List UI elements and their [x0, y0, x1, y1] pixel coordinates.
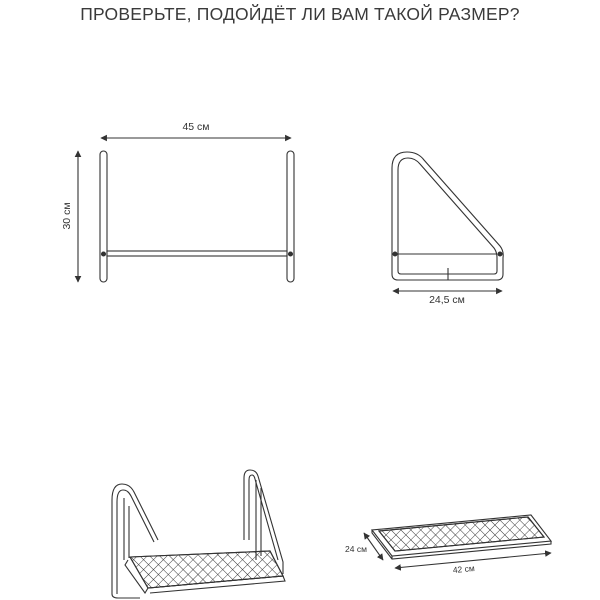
- page-title: ПРОВЕРЬТЕ, ПОДОЙДЁТ ЛИ ВАМ ТАКОЙ РАЗМЕР?: [80, 4, 520, 24]
- side-frame-outer: [392, 152, 503, 280]
- shelf-flat-view: [364, 515, 551, 568]
- front-view: [78, 138, 294, 282]
- front-height-label: 30 см: [61, 202, 73, 230]
- side-view: [392, 152, 503, 291]
- shelf-width-label: 42 см: [452, 562, 476, 576]
- shelf-3d-view: [112, 470, 285, 598]
- right-post: [287, 151, 294, 282]
- front-width-label: 45 см: [182, 121, 210, 133]
- shelf-depth-label: 24 см: [345, 544, 367, 554]
- cross-bar: [107, 251, 287, 256]
- side-depth-label: 24,5 см: [429, 294, 465, 306]
- side-frame-inner: [398, 158, 497, 274]
- left-post: [100, 151, 107, 282]
